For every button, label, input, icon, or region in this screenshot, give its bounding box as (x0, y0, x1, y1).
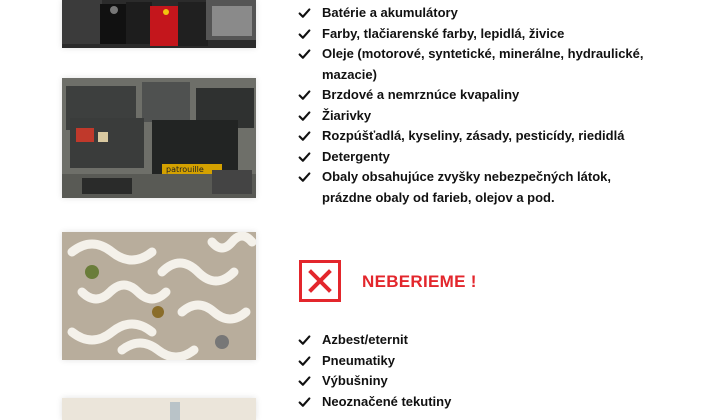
list-item (298, 85, 658, 106)
check-arrow-icon (298, 392, 314, 412)
red-x-box-icon (299, 260, 341, 302)
list-item (298, 330, 598, 351)
check-arrow-icon (298, 3, 314, 23)
photo-bottom-partial (62, 398, 256, 420)
photo-car-batteries (62, 78, 256, 198)
list-item (298, 44, 658, 85)
check-arrow-icon (298, 24, 314, 44)
check-arrow-icon (298, 106, 314, 126)
check-arrow-icon (298, 85, 314, 105)
list-item-text: Neoznačené tekutiny (322, 393, 452, 409)
list-item (298, 106, 658, 127)
list-item-text: Rozpúšťadlá, kyseliny, zásady, pesticídy, riedidlá (322, 128, 625, 143)
list-item-text: Detergenty (322, 148, 390, 164)
accepted-items-list (298, 3, 658, 208)
list-item (298, 392, 598, 413)
list-item (298, 126, 658, 147)
list-item-text: Výbušniny (322, 373, 388, 388)
list-item (298, 167, 658, 208)
list-item (298, 371, 598, 392)
check-arrow-icon (298, 44, 314, 64)
check-arrow-icon (298, 126, 314, 146)
list-item-text: Žiarivky (322, 107, 372, 123)
list-item-text: Pneumatiky (322, 352, 395, 368)
refused-heading: NEBERIEME ! (362, 272, 477, 291)
list-item (298, 147, 658, 168)
check-arrow-icon (298, 147, 314, 167)
list-item (298, 24, 658, 45)
list-item-text: Farby, tlačiarenské farby, lepidlá, živice (322, 25, 565, 41)
list-item-text: Oleje (motorové, syntetické, minerálne, hydraulické, mazacie) (322, 46, 644, 82)
refused-items-list (298, 330, 598, 412)
check-arrow-icon (298, 167, 314, 187)
list-item-text: Obaly obsahujúce zvyšky nebezpečných látok, prázdne obaly od farieb, olejov a pod. (322, 169, 611, 205)
check-arrow-icon (298, 330, 314, 350)
list-item (298, 351, 598, 372)
check-arrow-icon (298, 351, 314, 371)
list-item-text: Azbest/eternit (322, 332, 408, 347)
list-item (298, 3, 658, 24)
photo-fluorescent-bulbs (62, 232, 256, 360)
photo-batteries-top (62, 0, 256, 48)
list-item-text: Batérie a akumulátory (322, 5, 458, 20)
list-item-text: Brzdové a nemrznúce kvapaliny (322, 87, 520, 102)
check-arrow-icon (298, 371, 314, 391)
photo-label-patrouille: patrouille (166, 165, 204, 174)
